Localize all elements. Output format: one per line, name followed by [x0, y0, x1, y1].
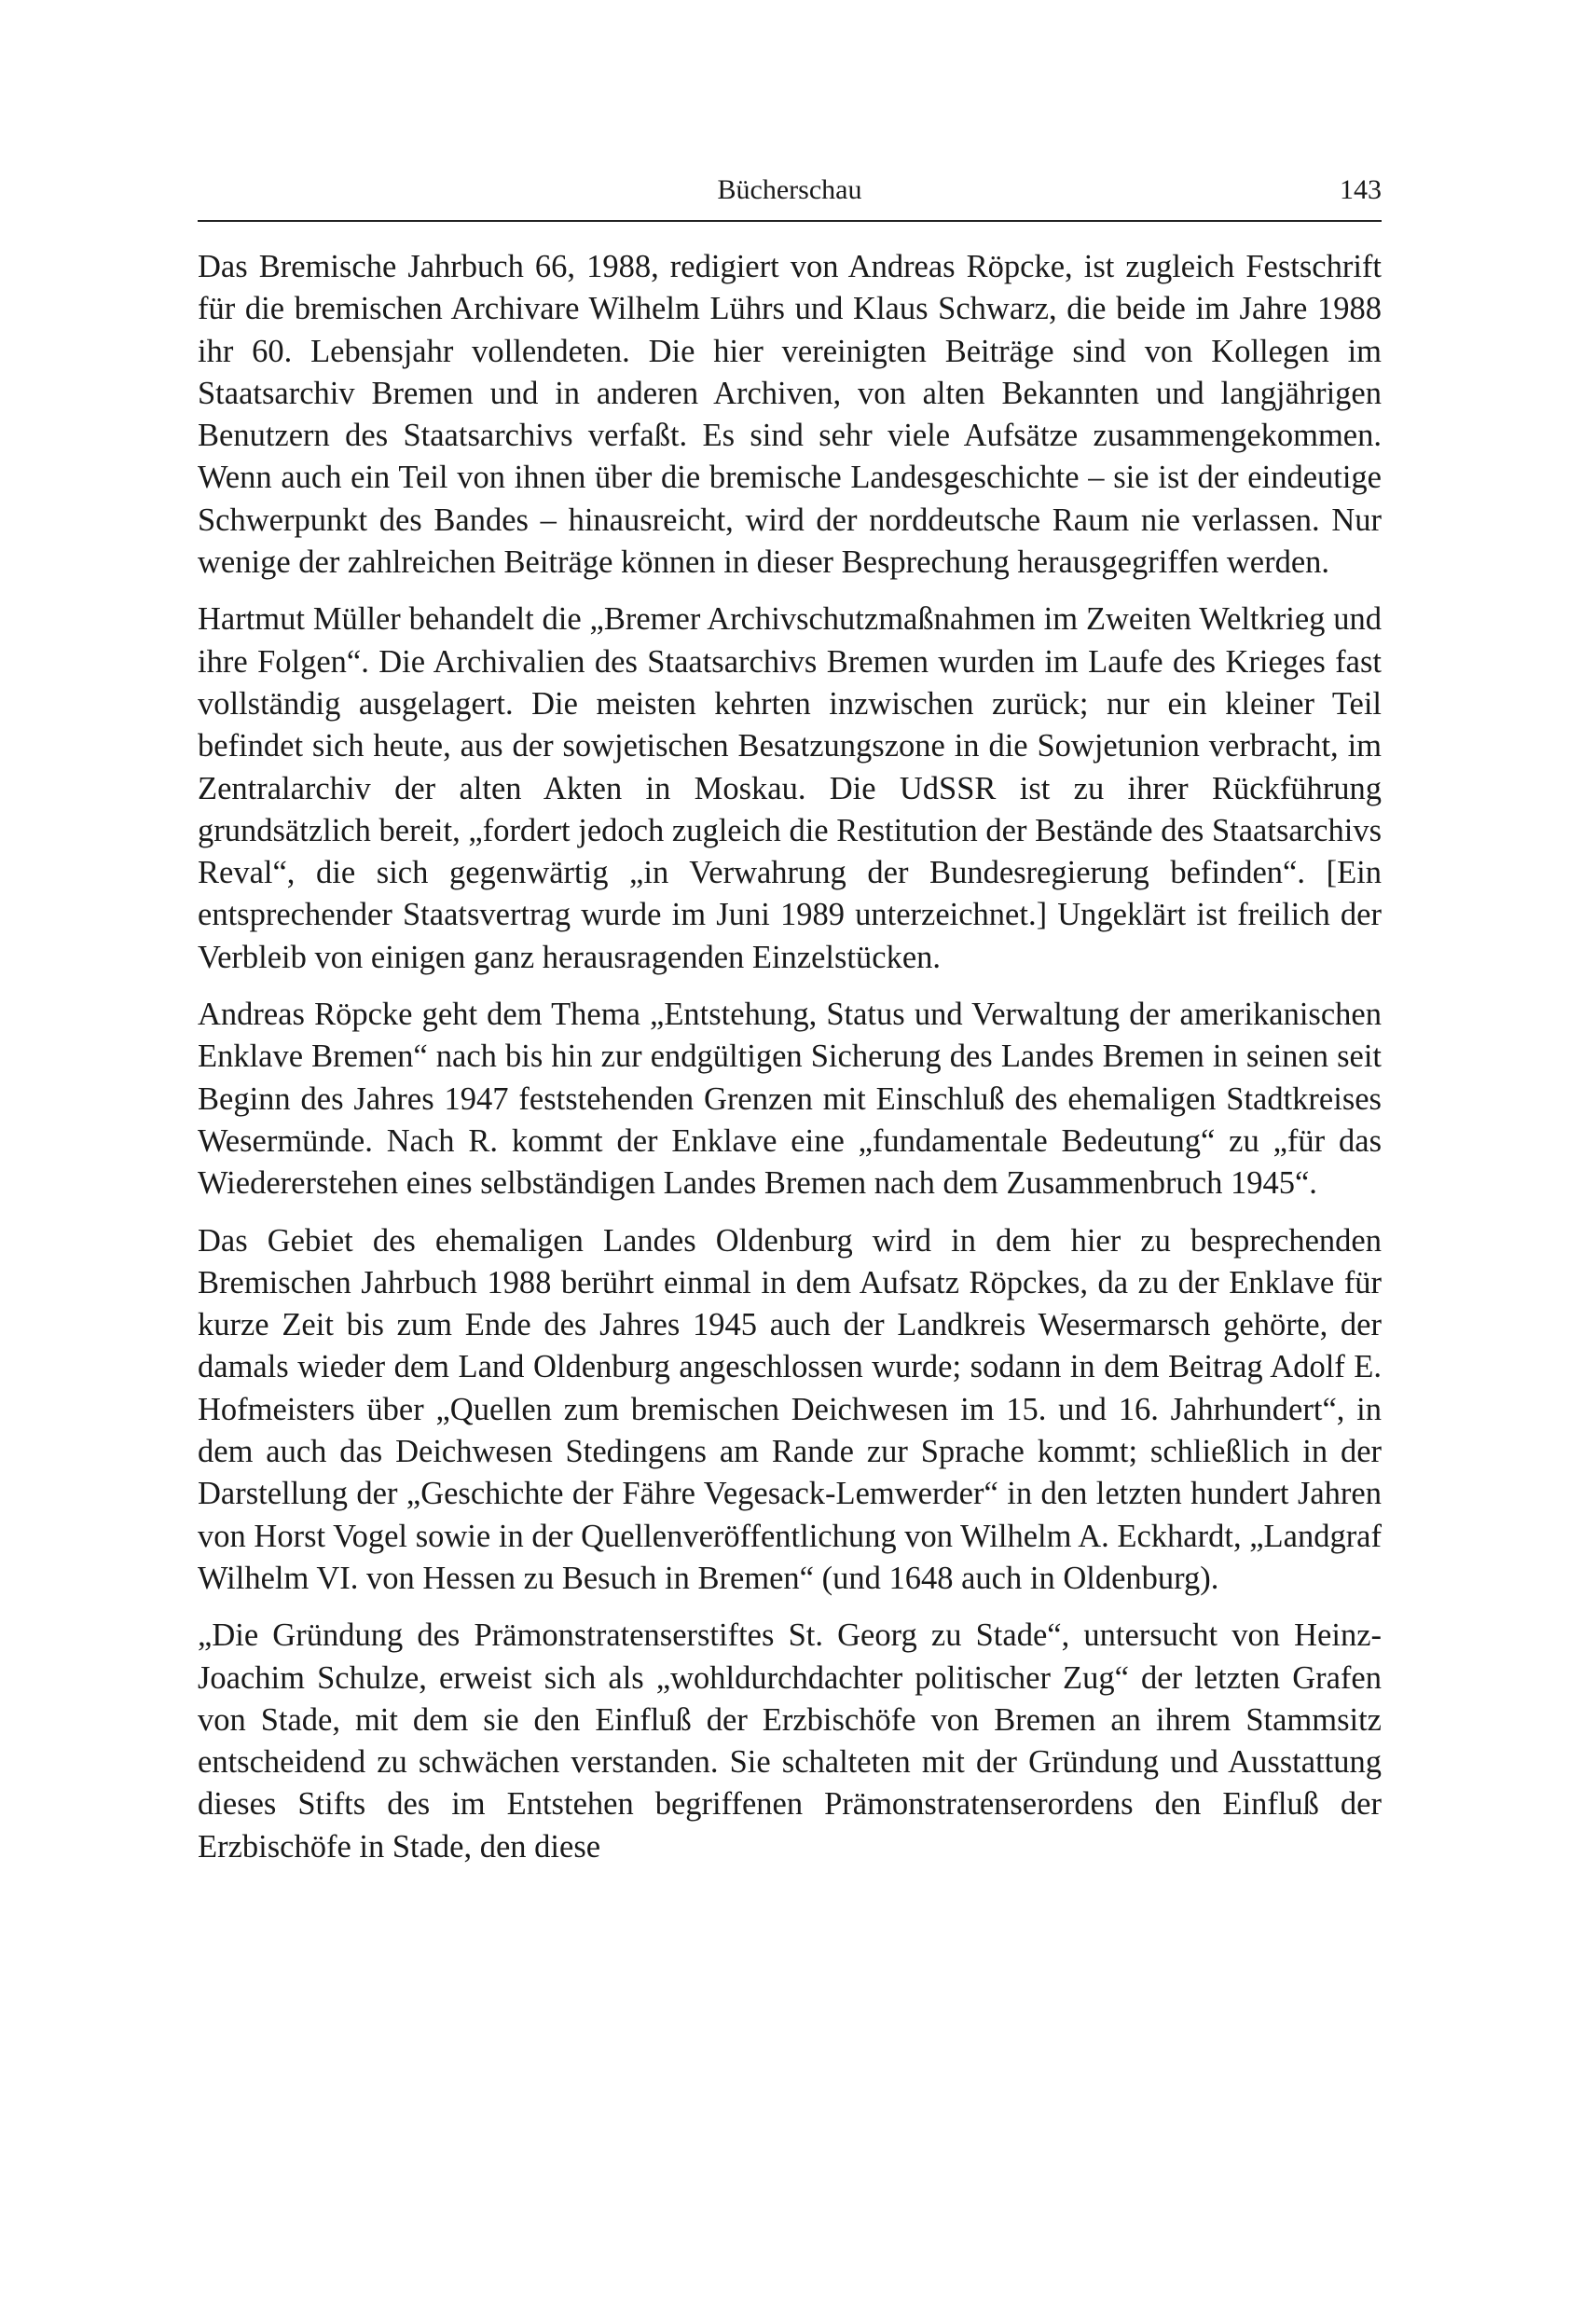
page-number: 143: [1340, 174, 1382, 205]
running-head: [198, 168, 1382, 213]
running-title: Bücherschau: [717, 174, 862, 205]
paragraph-enklave-bremen: Andreas Röpcke geht dem Thema „Entstehung, Status und Verwaltung der amerikanischen Enklave Bremen“ nach bis hin zur endgültigen Sicherung des Landes Bremen in seinen seit Beginn des Jahres 1947 feststehenden Grenzen mit Einschluß des ehemaligen Stadtkreises Wesermünde. Nach R. kommt der Enklave eine „fundamentale Bedeutung“ zu „für das Wiedererstehen eines selbständigen Landes Bremen nach dem Zusammenbruch 1945“.: [198, 997, 1382, 1202]
paragraph-jahrbuch-intro: Das Bremische Jahrbuch 66, 1988, redigiert von Andreas Röpcke, ist zugleich Festschrift für die bremischen Archivare Wilhelm Lührs und Klaus Schwarz, die beide im Jahre 1988 ihr 60. Lebensjahr vollendeten. Die hier vereinigten Beiträge sind von Kollegen im Staatsarchiv Bremen und in anderen Archiven, von alten Bekannten und langjährigen Benutzern des Staatsarchivs verfaßt. Es sind sehr viele Aufsätze zusammengekommen. Wenn auch ein Teil von ihnen über die bremische Landesgeschichte – sie ist der eindeutige Schwerpunkt des Bandes – hinausreicht, wird der norddeutsche Raum nie verlassen. Nur wenige der zahlreichen Beiträge können in dieser Besprechung herausgegriffen werden.: [198, 249, 1382, 581]
book-review-page: [198, 168, 1382, 1883]
body-text: [198, 246, 1382, 1868]
paragraph-stade: „Die Gründung des Prämonstratenserstiftes St. Georg zu Stade“, untersucht von Heinz-Joachim Schulze, erweist sich als „wohldurchdachter politischer Zug“ der letzten Grafen von Stade, mit dem sie den Einfluß der Erzbischöfe von Bremen an ihrem Stammsitz entscheidend zu schwächen verstanden. Sie schalteten mit der Gründung und Ausstattung dieses Stifts des im Entstehen begriffenen Prämonstratenserordens den Einfluß der Erzbischöfe in Stade, den diese: [198, 1617, 1382, 1865]
paragraph-archivschutz: Hartmut Müller behandelt die „Bremer Archivschutzmaßnahmen im Zweiten Weltkrieg und ihre Folgen“. Die Archivalien des Staatsarchivs Bremen wurden im Laufe des Krieges fast vollständig ausgelagert. Die meisten kehrten inzwischen zurück; nur ein kleiner Teil befindet sich heute, aus der sowjetischen Besatzungszone in die Sowjetunion verbracht, im Zentralarchiv der alten Akten in Moskau. Die UdSSR ist zu ihrer Rückführung grundsätzlich bereit, „fordert jedoch zugleich die Restitution der Bestände des Staatsarchivs Reval“, die sich gegenwärtig „in Verwahrung der Bundesregierung befinden“. [Ein entsprechender Staatsvertrag wurde im Juni 1989 unterzeichnet.] Ungeklärt ist freilich der Verbleib von einigen ganz herausragenden Einzelstücken.: [198, 601, 1382, 975]
header-rule: [198, 220, 1382, 222]
paragraph-oldenburg: Das Gebiet des ehemaligen Landes Oldenburg wird in dem hier zu besprechenden Bremischen Jahrbuch 1988 berührt einmal in dem Aufsatz Röpckes, da zu der Enklave für kurze Zeit bis zum Ende des Jahres 1945 auch der Landkreis Wesermarsch gehörte, der damals wieder dem Land Oldenburg angeschlossen wurde; sodann in dem Beitrag Adolf E. Hofmeisters über „Quellen zum bremischen Deichwesen im 15. und 16. Jahrhundert“, in dem auch das Deichwesen Stedingens am Rande zur Sprache kommt; schließlich in der Darstellung der „Geschichte der Fähre Vegesack-Lemwerder“ in den letzten hundert Jahren von Horst Vogel sowie in der Quellenveröffentlichung von Wilhelm A. Eckhardt, „Landgraf Wilhelm VI. von Hessen zu Besuch in Bremen“ (und 1648 auch in Oldenburg).: [198, 1222, 1382, 1596]
